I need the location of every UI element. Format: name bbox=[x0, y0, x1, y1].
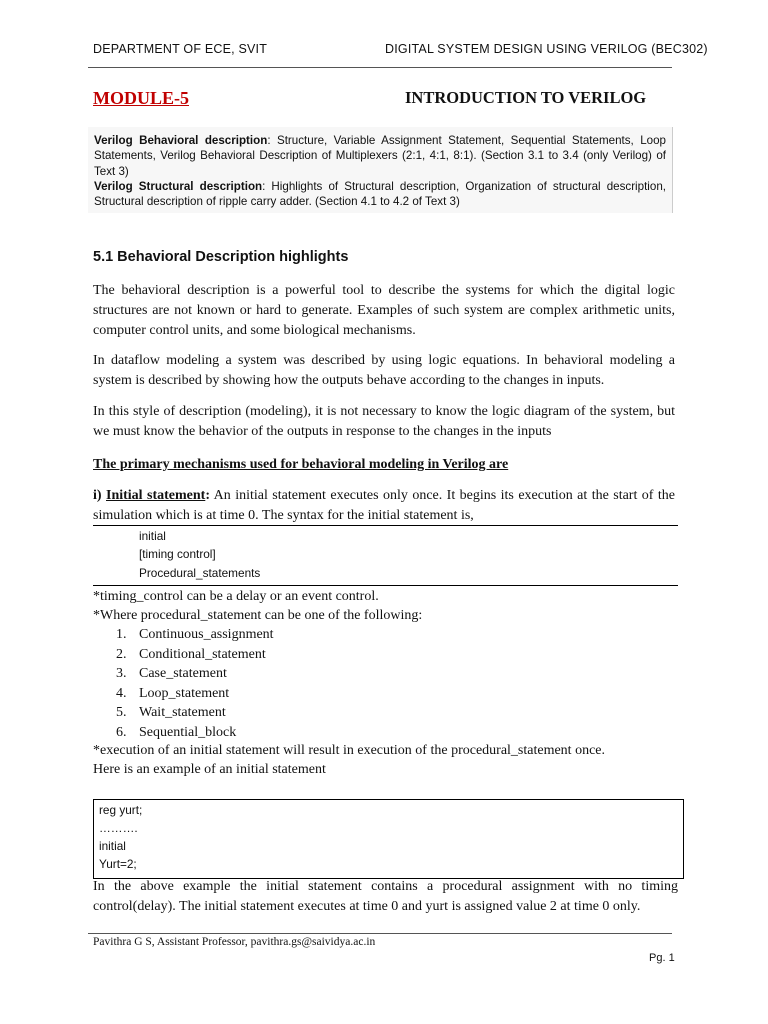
list-item-text: Loop_statement bbox=[139, 685, 230, 701]
list-item bbox=[116, 703, 226, 723]
list-item bbox=[116, 723, 236, 743]
example-code-box bbox=[93, 799, 684, 879]
list-item-text: Case_statement bbox=[139, 666, 227, 681]
note-procedural-statement: *Where procedural_statement can be one of the following: bbox=[93, 608, 423, 623]
list-item-number: 1. bbox=[116, 627, 127, 642]
list-item bbox=[116, 664, 227, 684]
header-course: DIGITAL SYSTEM DESIGN USING VERILOG (BEC302) bbox=[385, 42, 708, 56]
list-item bbox=[116, 645, 266, 665]
page-number: Pg. 1 bbox=[649, 952, 675, 964]
code-line: ………. bbox=[99, 821, 138, 835]
initial-text: An initial statement executes only once. It begins its execution at the start of the simulation which is at time 0. The syntax for the initial statement is, bbox=[93, 488, 675, 523]
list-item-number: 4. bbox=[116, 685, 127, 701]
syntax-bottom-rule bbox=[93, 585, 678, 586]
header-rule bbox=[88, 67, 672, 68]
code-line: reg yurt; bbox=[99, 803, 143, 817]
syllabus-behavioral-label: Verilog Behavioral description bbox=[94, 134, 268, 147]
footer-author: Pavithra G S, Assistant Professor, pavithra.gs@saividya.ac.in bbox=[93, 936, 376, 948]
code-line: Yurt=2; bbox=[99, 857, 137, 871]
initial-colon: : bbox=[205, 488, 210, 503]
footer-rule bbox=[88, 933, 672, 934]
code-line: initial bbox=[99, 839, 126, 853]
list-item-number: 6. bbox=[116, 724, 127, 740]
list-item bbox=[116, 684, 229, 704]
syllabus-structural-text: : Highlights of Structural description, Organization of structural description, Structural description of ripple carry adder. (Section 4.1 to 4.2 of Text 3) bbox=[94, 180, 666, 209]
initial-prefix: i) bbox=[93, 488, 106, 503]
header-department: DEPARTMENT OF ECE, SVIT bbox=[93, 42, 268, 56]
syntax-top-rule bbox=[93, 525, 678, 526]
paragraph-intro: The behavioral description is a powerful tool to describe the systems for which the digital logic structures are not known or hard to generate. Examples of such system are complex arithmetic units, computer control units, and some biological mechanisms. bbox=[93, 283, 675, 338]
list-item-number: 3. bbox=[116, 666, 127, 681]
list-item-text: Conditional_statement bbox=[139, 646, 266, 662]
syntax-line: Procedural_statements bbox=[139, 566, 261, 580]
list-item-text: Sequential_block bbox=[139, 724, 237, 740]
initial-statement-paragraph bbox=[93, 486, 675, 526]
list-item-number: 2. bbox=[116, 646, 127, 662]
syllabus-behavioral bbox=[94, 133, 666, 179]
paragraph-style: In this style of description (modeling), it is not necessary to know the logic diagram of the system, but we must know the behavior of the outputs in response to the changes in the inputs bbox=[93, 404, 675, 439]
syllabus-block bbox=[88, 127, 673, 213]
syllabus-behavioral-text: : Structure, Variable Assignment Statement, Sequential Statements, Loop Statements, Verilog Behavioral Description of Multiplexers (2:1, 4:1, 8:1). (Section 3.1 to 3.4 (only Verilog) of Text 3) bbox=[94, 134, 666, 178]
syntax-line: [timing control] bbox=[139, 547, 216, 561]
example-intro: Here is an example of an initial statement bbox=[93, 762, 326, 777]
list-item-number: 5. bbox=[116, 705, 127, 720]
syntax-line: initial bbox=[139, 529, 166, 543]
note-timing-control: *timing_control can be a delay or an event control. bbox=[93, 589, 379, 604]
initial-label: Initial statement bbox=[106, 488, 206, 503]
module-title: MODULE-5 bbox=[93, 88, 189, 108]
syllabus-structural-label: Verilog Structural description bbox=[94, 180, 263, 193]
list-item bbox=[116, 625, 274, 645]
list-item-text: Continuous_assignment bbox=[139, 627, 274, 642]
section-heading: 5.1 Behavioral Description highlights bbox=[93, 249, 349, 265]
topic-title: INTRODUCTION TO VERILOG bbox=[405, 88, 647, 107]
closing-paragraph: In the above example the initial statement contains a procedural assignment with no timing control(delay). The initial statement executes at time 0 and yurt is assigned value 2 at time 0 only. bbox=[93, 879, 678, 914]
paragraph-dataflow: In dataflow modeling a system was described by using logic equations. In behavioral modeling a system is described by showing how the outputs behave according to the changes in inputs. bbox=[93, 353, 675, 388]
list-item-text: Wait_statement bbox=[139, 705, 226, 720]
mechanisms-heading bbox=[93, 455, 675, 475]
syllabus-structural bbox=[94, 179, 666, 210]
mechanisms-heading-text: The primary mechanisms used for behavioral modeling in Verilog are bbox=[93, 457, 509, 472]
note-execution: *execution of an initial statement will result in execution of the procedural_statement once. bbox=[93, 743, 605, 758]
